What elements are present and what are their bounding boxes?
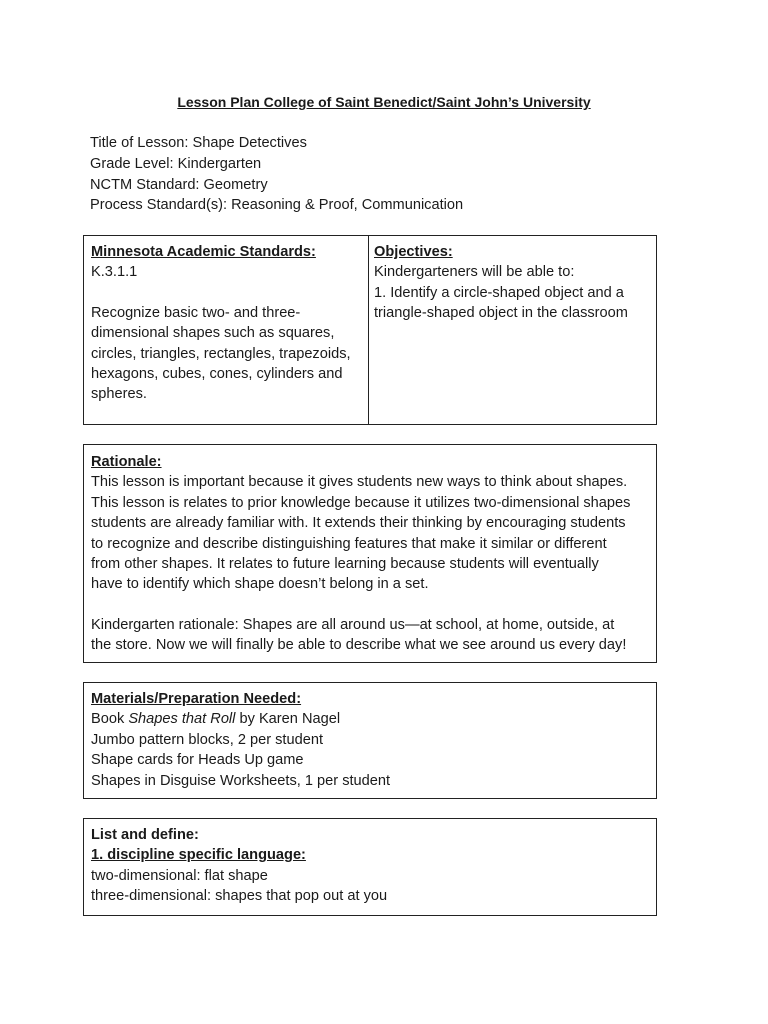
vocabulary-item: two-dimensional: flat shape [91,867,268,884]
standards-line: circles, triangles, rectangles, trapezoids, [91,345,351,362]
materials-box [83,682,657,799]
standards-line: spheres. [91,386,147,403]
vocabulary-item: three-dimensional: shapes that pop out at you [91,888,388,905]
book-prefix: Book [91,711,129,728]
vocabulary-heading: List and define: [91,827,199,843]
grade-level-line: Grade Level: Kindergarten [90,155,262,172]
process-standards-line: Process Standard(s): Reasoning & Proof, Communication [90,197,464,214]
rationale-line: the store. Now we will finally be able to describe what we see around us every day! [91,637,627,654]
materials-item: Shape cards for Heads Up game [91,752,304,769]
rationale-line: have to identify which shape doesn’t belong in a set. [91,576,429,593]
rationale-line: Kindergarten rationale: Shapes are all around us—at school, at home, outside, at [91,616,615,633]
column-divider [368,236,369,424]
rationale-line: to recognize and describe distinguishing features that make it similar or different [91,535,607,552]
vocabulary-box [83,818,657,916]
rationale-heading: Rationale: [91,454,162,470]
standards-code: K.3.1.1 [91,264,138,281]
standards-cell [84,236,370,424]
objectives-line: 1. Identify a circle-shaped object and a [374,284,624,301]
standards-line: Recognize basic two- and three- [91,304,301,321]
rationale-box [83,444,657,663]
standards-line: dimensional shapes such as squares, [91,325,335,342]
objectives-cell [370,236,656,424]
standards-line: hexagons, cubes, cones, cylinders and [91,366,343,383]
objectives-line: triangle-shaped object in the classroom [374,305,628,322]
materials-item-book [91,709,656,729]
objectives-line: Kindergarteners will be able to: [374,264,575,281]
book-title: Shapes that Roll [128,711,236,728]
nctm-standard-line: NCTM Standard: Geometry [90,176,268,193]
document-title: Lesson Plan College of Saint Benedict/Saint John’s University [177,94,591,110]
rationale-line: from other shapes. It relates to future learning because students will eventually [91,556,599,573]
lesson-info [90,133,463,216]
lesson-title-line: Title of Lesson: Shape Detectives [90,135,307,151]
rationale-line: students are already familiar with. It extends their thinking by encouraging students [91,515,626,532]
rationale-line: This lesson is relates to prior knowledge because it utilizes two-dimensional shapes [91,494,631,511]
vocabulary-subheading: 1. discipline specific language: [91,847,306,864]
standards-objectives-table [83,235,657,425]
book-suffix: by Karen Nagel [235,711,341,728]
materials-item: Jumbo pattern blocks, 2 per student [91,731,324,748]
materials-heading: Materials/Preparation Needed: [91,691,302,707]
objectives-heading: Objectives: [374,244,453,260]
materials-item: Shapes in Disguise Worksheets, 1 per student [91,772,391,789]
standards-heading: Minnesota Academic Standards: [91,244,316,260]
rationale-line: This lesson is important because it gives students new ways to think about shapes. [91,474,628,491]
